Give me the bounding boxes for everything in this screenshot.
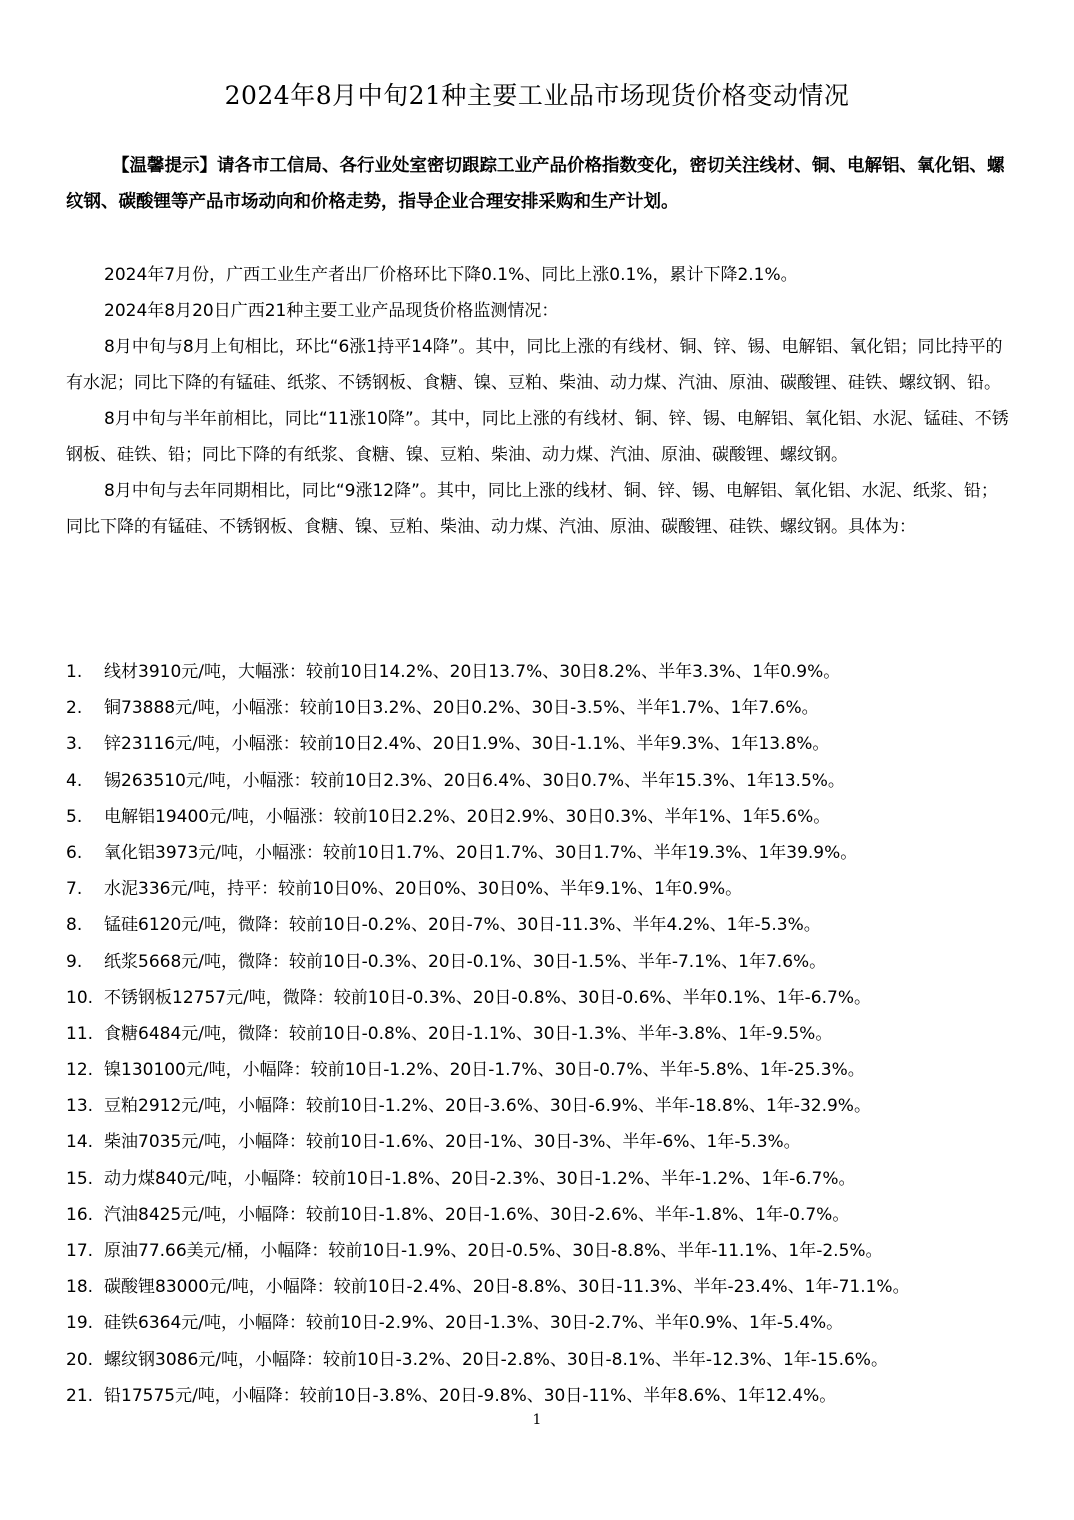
list-item-number: 9. bbox=[66, 951, 83, 972]
list-item-text: 锡263510元/吨，小幅涨：较前10日2.3%、20日6.4%、30日0.7%、半年15.3%、1年13.5%。 bbox=[104, 770, 845, 791]
list-item-text: 动力煤840元/吨，小幅降：较前10日-1.8%、20日-2.3%、30日-1.2%、半年-1.2%、1年-6.7%。 bbox=[104, 1168, 856, 1189]
list-item bbox=[66, 980, 1026, 1016]
list-item-number: 18. bbox=[66, 1277, 94, 1298]
list-item bbox=[66, 1161, 1026, 1197]
list-item bbox=[66, 835, 1026, 871]
list-item bbox=[66, 799, 1026, 835]
price-list bbox=[66, 654, 1026, 1414]
list-item-number: 12. bbox=[66, 1060, 94, 1081]
list-item bbox=[66, 690, 1026, 726]
list-item-text: 不锈钢板12757元/吨，微降：较前10日-0.3%、20日-0.8%、30日-0.6%、半年0.1%、1年-6.7%。 bbox=[104, 987, 871, 1008]
list-item-number: 17. bbox=[66, 1241, 94, 1261]
list-item-text: 汽油8425元/吨，小幅降：较前10日-1.8%、20日-1.6%、30日-2.6%、半年-1.8%、1年-0.7%。 bbox=[104, 1204, 850, 1225]
warm-tip: 【温馨提示】请各市工信局、各行业处室密切跟踪工业产品价格指数变化，密切关注线材、铜、电解铝、氧化铝、螺纹钢、碳酸锂等产品市场动向和价格走势，指导企业合理安排采购和生产计划。 bbox=[66, 156, 1005, 212]
list-item-number: 10. bbox=[66, 987, 94, 1008]
list-item-number: 15. bbox=[66, 1168, 94, 1189]
list-item-number: 8. bbox=[66, 915, 83, 936]
list-item-number: 21. bbox=[66, 1385, 94, 1406]
list-item bbox=[66, 726, 1026, 762]
list-item-text: 氧化铝3973元/吨，小幅涨：较前10日1.7%、20日1.7%、30日1.7%、半年19.3%、1年39.9%。 bbox=[104, 842, 858, 863]
list-item-text: 原油77.66美元/桶，小幅降：较前10日-1.9%、20日-0.5%、30日-8.8%、半年-11.1%、1年-2.5%。 bbox=[104, 1241, 883, 1261]
list-item-text: 锰硅6120元/吨，微降：较前10日-0.2%、20日-7%、30日-11.3%、半年4.2%、1年-5.3%。 bbox=[104, 915, 821, 936]
list-item bbox=[66, 1052, 1026, 1088]
page-title: 2024年8月中旬21种主要工业品市场现货价格变动情况 bbox=[224, 81, 850, 110]
body-paragraphs bbox=[66, 257, 1014, 545]
list-item-text: 线材3910元/吨，大幅涨：较前10日14.2%、20日13.7%、30日8.2%、半年3.3%、1年0.9%。 bbox=[104, 662, 841, 682]
page-number: 1 bbox=[532, 1412, 542, 1428]
list-item bbox=[66, 1233, 1026, 1269]
list-item-number: 7. bbox=[66, 879, 83, 900]
list-item bbox=[66, 1378, 1026, 1414]
list-item bbox=[66, 944, 1026, 980]
list-item bbox=[66, 654, 1026, 690]
list-item bbox=[66, 1124, 1026, 1160]
list-item bbox=[66, 763, 1026, 799]
list-item-text: 铅17575元/吨，小幅降：较前10日-3.8%、20日-9.8%、30日-11%、半年8.6%、1年12.4%。 bbox=[104, 1385, 837, 1406]
list-item bbox=[66, 1088, 1026, 1124]
paragraph: 8月中旬与半年前相比，同比“11涨10降”。其中，同比上涨的有线材、铜、锌、锡、电解铝、氧化铝、水泥、锰硅、不锈钢板、硅铁、铅；同比下降的有纸浆、食糖、镍、豆粕、柴油、动力煤、汽油、原油、碳酸锂、螺纹钢。 bbox=[66, 409, 1009, 465]
list-item bbox=[66, 1269, 1026, 1305]
paragraph: 8月中旬与去年同期相比，同比“9涨12降”。其中，同比上涨的线材、铜、锌、锡、电解铝、氧化铝、水泥、纸浆、铅；同比下降的有锰硅、不锈钢板、食糖、镍、豆粕、柴油、动力煤、汽油、原油、碳酸锂、硅铁、螺纹钢。具体为： bbox=[66, 481, 998, 537]
list-item bbox=[66, 871, 1026, 907]
list-item-text: 锌23116元/吨，小幅涨：较前10日2.4%、20日1.9%、30日-1.1%、半年9.3%、1年13.8%。 bbox=[104, 734, 830, 755]
list-item-text: 柴油7035元/吨，小幅降：较前10日-1.6%、20日-1%、30日-3%、半年-6%、1年-5.3%。 bbox=[104, 1132, 801, 1153]
list-item-number: 4. bbox=[66, 770, 83, 791]
list-item-number: 3. bbox=[66, 734, 83, 755]
list-item-number: 2. bbox=[66, 698, 83, 719]
paragraph: 2024年8月20日广西21种主要工业产品现货价格监测情况： bbox=[104, 301, 559, 321]
list-item-text: 食糖6484元/吨，微降：较前10日-0.8%、20日-1.1%、30日-1.3%、半年-3.8%、1年-9.5%。 bbox=[104, 1023, 833, 1044]
list-item-number: 5. bbox=[66, 806, 83, 827]
list-item bbox=[66, 1342, 1026, 1378]
list-item-text: 水泥336元/吨，持平：较前10日0%、20日0%、30日0%、半年9.1%、1年0.9%。 bbox=[104, 879, 743, 900]
list-item-number: 11. bbox=[66, 1023, 94, 1044]
list-item-number: 13. bbox=[66, 1096, 94, 1117]
list-item-text: 纸浆5668元/吨，微降：较前10日-0.3%、20日-0.1%、30日-1.5%、半年-7.1%、1年7.6%。 bbox=[104, 951, 827, 972]
list-item-number: 14. bbox=[66, 1132, 94, 1153]
list-item-text: 碳酸锂83000元/吨，小幅降：较前10日-2.4%、20日-8.8%、30日-11.3%、半年-23.4%、1年-71.1%。 bbox=[104, 1277, 910, 1298]
paragraph: 8月中旬与8月上旬相比，环比“6涨1持平14降”。其中，同比上涨的有线材、铜、锌、锡、电解铝、氧化铝；同比持平的有水泥；同比下降的有锰硅、纸浆、不锈钢板、食糖、镍、豆粕、柴油、动力煤、汽油、原油、碳酸锂、硅铁、螺纹钢、铅。 bbox=[66, 337, 1003, 393]
list-item-text: 电解铝19400元/吨，小幅涨：较前10日2.2%、20日2.9%、30日0.3%、半年1%、1年5.6%。 bbox=[104, 806, 831, 827]
list-item bbox=[66, 1016, 1026, 1052]
list-item-number: 1. bbox=[66, 662, 83, 682]
list-item-text: 硅铁6364元/吨，小幅降：较前10日-2.9%、20日-1.3%、30日-2.7%、半年0.9%、1年-5.4%。 bbox=[104, 1313, 844, 1334]
list-item-number: 16. bbox=[66, 1204, 94, 1225]
list-item bbox=[66, 1305, 1026, 1341]
list-item bbox=[66, 907, 1026, 943]
list-item-number: 20. bbox=[66, 1349, 94, 1370]
list-item bbox=[66, 1197, 1026, 1233]
list-item-number: 6. bbox=[66, 842, 83, 863]
list-item-text: 铜73888元/吨，小幅涨：较前10日3.2%、20日0.2%、30日-3.5%、半年1.7%、1年7.6%。 bbox=[104, 698, 819, 719]
list-item-text: 镍130100元/吨，小幅降：较前10日-1.2%、20日-1.7%、30日-0.7%、半年-5.8%、1年-25.3%。 bbox=[104, 1060, 865, 1081]
paragraph: 2024年7月份，广西工业生产者出厂价格环比下降0.1%、同比上涨0.1%，累计下降2.1%。 bbox=[104, 265, 798, 285]
list-item-text: 豆粕2912元/吨，小幅降：较前10日-1.2%、20日-3.6%、30日-6.9%、半年-18.8%、1年-32.9%。 bbox=[104, 1096, 871, 1117]
list-item-text: 螺纹钢3086元/吨，小幅降：较前10日-3.2%、20日-2.8%、30日-8.1%、半年-12.3%、1年-15.6%。 bbox=[104, 1349, 888, 1370]
list-item-number: 19. bbox=[66, 1313, 94, 1334]
